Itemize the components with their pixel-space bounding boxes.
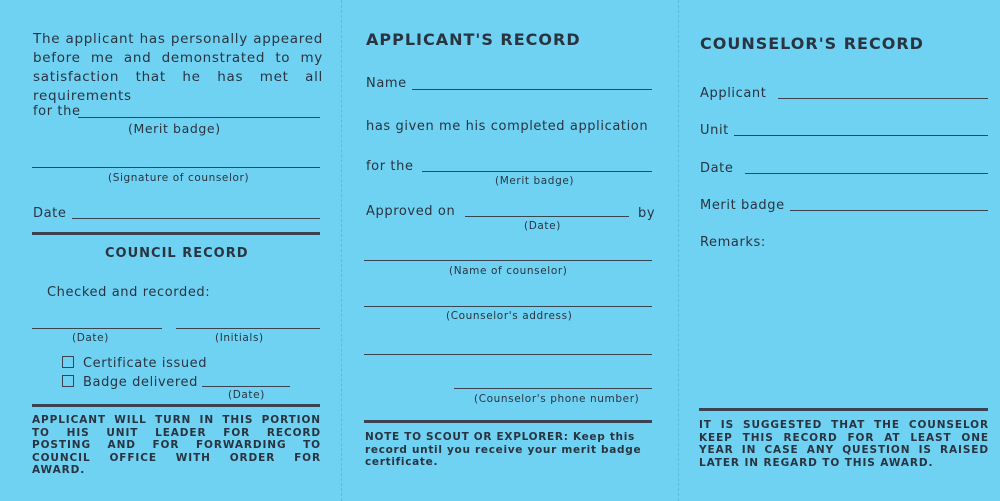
badge-delivered-label: Badge delivered [83, 375, 198, 390]
footer-divider-left [32, 404, 320, 407]
badge-date-caption: (Date) [228, 389, 265, 401]
counselor-address-caption: (Counselor's address) [446, 310, 573, 322]
by-label: by [638, 206, 656, 221]
signature-line[interactable] [32, 167, 320, 168]
counselor-name-line[interactable] [364, 260, 652, 261]
right-date-line[interactable] [745, 173, 988, 174]
applicants-record-title: APPLICANT'S RECORD [366, 30, 581, 49]
counselor-address-line-2[interactable] [364, 354, 652, 355]
unit-line[interactable] [734, 135, 988, 136]
counselor-phone-line[interactable] [454, 388, 652, 389]
right-date-label: Date [700, 161, 734, 176]
name-line[interactable] [412, 89, 652, 90]
initials-line[interactable] [176, 328, 320, 329]
for-the-label: for the [33, 104, 81, 119]
council-record-title: COUNCIL RECORD [105, 246, 249, 261]
badge-checkbox[interactable] [62, 375, 74, 387]
approved-date-caption: (Date) [524, 220, 561, 232]
right-merit-badge-label: Merit badge [700, 198, 785, 213]
recorded-date-line[interactable] [32, 328, 162, 329]
middle-merit-badge-line[interactable] [422, 171, 652, 172]
middle-merit-badge-caption: (Merit badge) [495, 175, 575, 187]
initials-caption: (Initials) [215, 332, 264, 344]
left-footer-note: APPLICANT WILL TURN IN THIS PORTION TO HIS UNIT LEADER FOR RECORD POSTING AND FOR FORWARDING TO COUNCIL OFFICE WITH ORDER FOR AWARD. [32, 414, 321, 476]
unit-label: Unit [700, 123, 729, 138]
badge-date-line[interactable] [202, 386, 290, 387]
footer-divider-right [699, 408, 988, 411]
applicant-line[interactable] [778, 98, 988, 99]
counselors-record-title: COUNSELOR'S RECORD [700, 34, 924, 53]
signature-caption: (Signature of counselor) [108, 172, 250, 184]
divider-thick [32, 232, 320, 235]
approved-on-label: Approved on [366, 204, 456, 219]
middle-for-the-label: for the [366, 159, 414, 174]
recorded-date-caption: (Date) [72, 332, 109, 344]
counselor-name-caption: (Name of counselor) [449, 265, 568, 277]
fold-line-left [341, 0, 343, 501]
middle-footer-note: NOTE TO SCOUT OR EXPLORER: Keep this record until you receive your merit badge certificate. [365, 431, 642, 468]
counselor-statement: The applicant has personally appeared before me and demonstrated to my satisfaction that he has met all requirements [33, 31, 323, 104]
counselor-address-line[interactable] [364, 306, 652, 307]
remarks-area[interactable] [700, 255, 988, 400]
certificate-issued-row[interactable] [62, 356, 207, 371]
date-label: Date [33, 206, 67, 221]
footer-divider-middle [364, 420, 652, 423]
certificate-checkbox[interactable] [62, 356, 74, 368]
right-merit-badge-line[interactable] [790, 210, 988, 211]
given-application-text: has given me his completed application [366, 119, 649, 134]
badge-delivered-row[interactable] [62, 375, 198, 390]
name-label: Name [366, 76, 407, 91]
remarks-label: Remarks: [700, 235, 766, 250]
right-footer-note: IT IS SUGGESTED THAT THE COUNSELOR KEEP THIS RECORD FOR AT LEAST ONE YEAR IN CASE ANY QUESTION IS RAISED LATER IN REGARD TO THIS AWARD. [699, 419, 989, 469]
checked-recorded-label: Checked and recorded: [47, 285, 211, 300]
approved-date-line[interactable] [465, 216, 629, 217]
fold-line-right [678, 0, 680, 501]
merit-badge-caption: (Merit badge) [128, 121, 221, 136]
applicant-label: Applicant [700, 86, 767, 101]
certificate-issued-label: Certificate issued [83, 356, 208, 371]
counselor-phone-caption: (Counselor's phone number) [474, 393, 640, 405]
merit-badge-line[interactable] [78, 117, 320, 118]
date-line[interactable] [72, 218, 320, 219]
